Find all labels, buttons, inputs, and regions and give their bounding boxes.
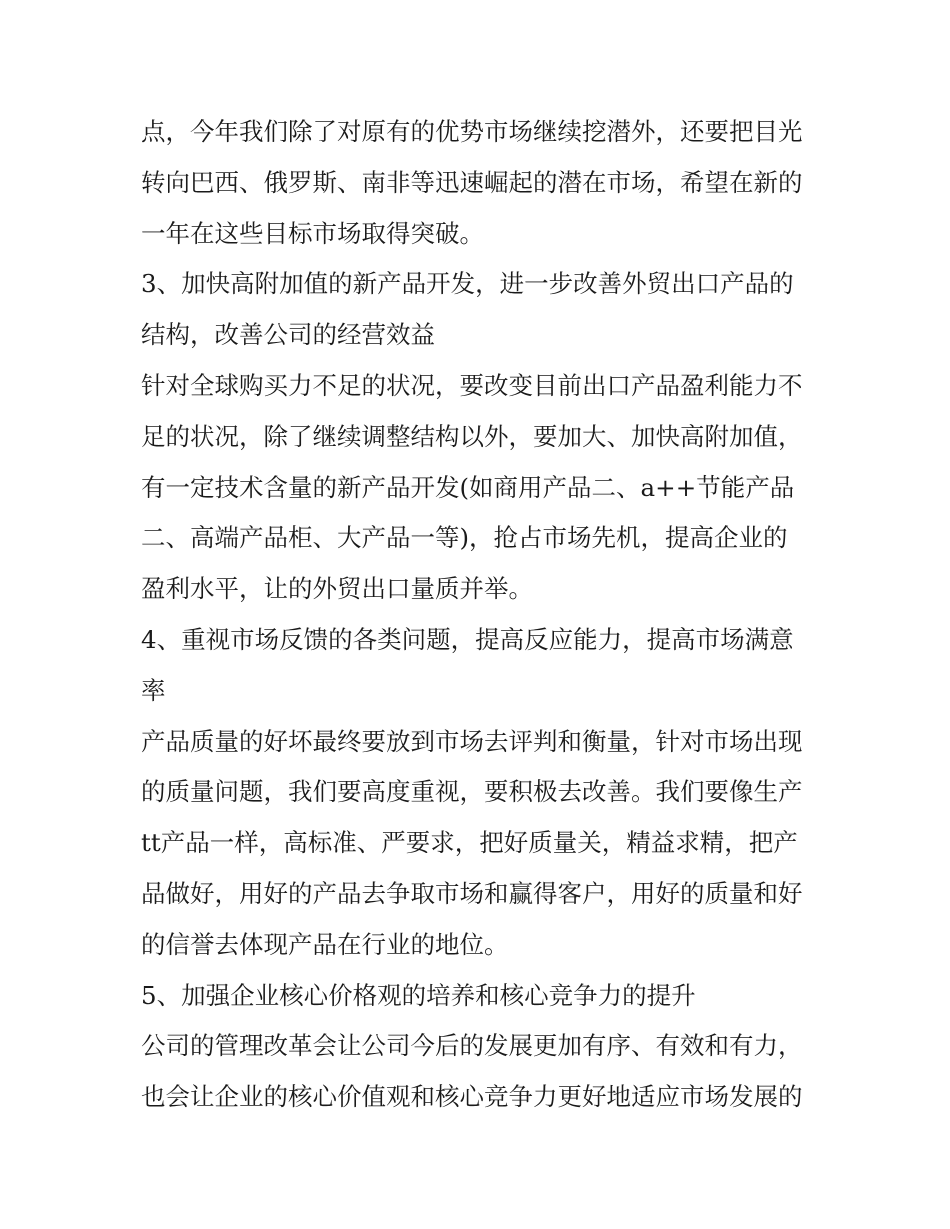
- text-line: 针对全球购买力不足的状况，要改变目前出口产品盈利能力不: [141, 370, 803, 400]
- section-heading-3: 3、加快高附加值的新产品开发，进一步改善外贸出口产品的: [141, 269, 794, 299]
- section-heading-5: 5、加强企业核心价格观的培养和核心竞争力的提升: [141, 980, 696, 1010]
- text-line: tt产品一样，高标准、严要求，把好质量关，精益求精，把产: [141, 828, 798, 858]
- text-line: 一年在这些目标市场取得突破。: [141, 218, 484, 248]
- section-heading-4: 4、重视市场反馈的各类问题，提高反应能力，提高市场满意: [141, 624, 794, 654]
- text-line: 转向巴西、俄罗斯、南非等迅速崛起的潜在市场，希望在新的: [141, 167, 803, 197]
- section-heading-4-cont: 率: [141, 675, 166, 705]
- text-line: 足的状况，除了继续调整结构以外，要加大、加快高附加值，: [141, 421, 803, 451]
- text-line: 有一定技术含量的新产品开发(如商用产品二、a++节能产品: [141, 472, 795, 502]
- text-line: 的质量问题，我们要高度重视，要积极去改善。我们要像生产: [141, 777, 803, 807]
- text-line: 公司的管理改革会让公司今后的发展更加有序、有效和有力，: [141, 1031, 803, 1061]
- text-line: 也会让企业的核心价值观和核心竞争力更好地适应市场发展的: [141, 1082, 803, 1112]
- text-line: 品做好，用好的产品去争取市场和赢得客户，用好的质量和好: [141, 878, 803, 908]
- text-line: 产品质量的好坏最终要放到市场去评判和衡量，针对市场出现: [141, 726, 803, 756]
- text-line: 二、高端产品柜、大产品一等)，抢占市场先机，提高企业的: [141, 523, 788, 553]
- text-line: 点，今年我们除了对原有的优势市场继续挖潜外，还要把目光: [141, 117, 803, 146]
- text-line: 盈利水平，让的外贸出口量质并举。: [141, 574, 533, 604]
- text-line: 的信誉去体现产品在行业的地位。: [141, 929, 509, 959]
- body-text: [141, 107, 821, 1123]
- section-heading-3-cont: 结构，改善公司的经营效益: [141, 320, 435, 350]
